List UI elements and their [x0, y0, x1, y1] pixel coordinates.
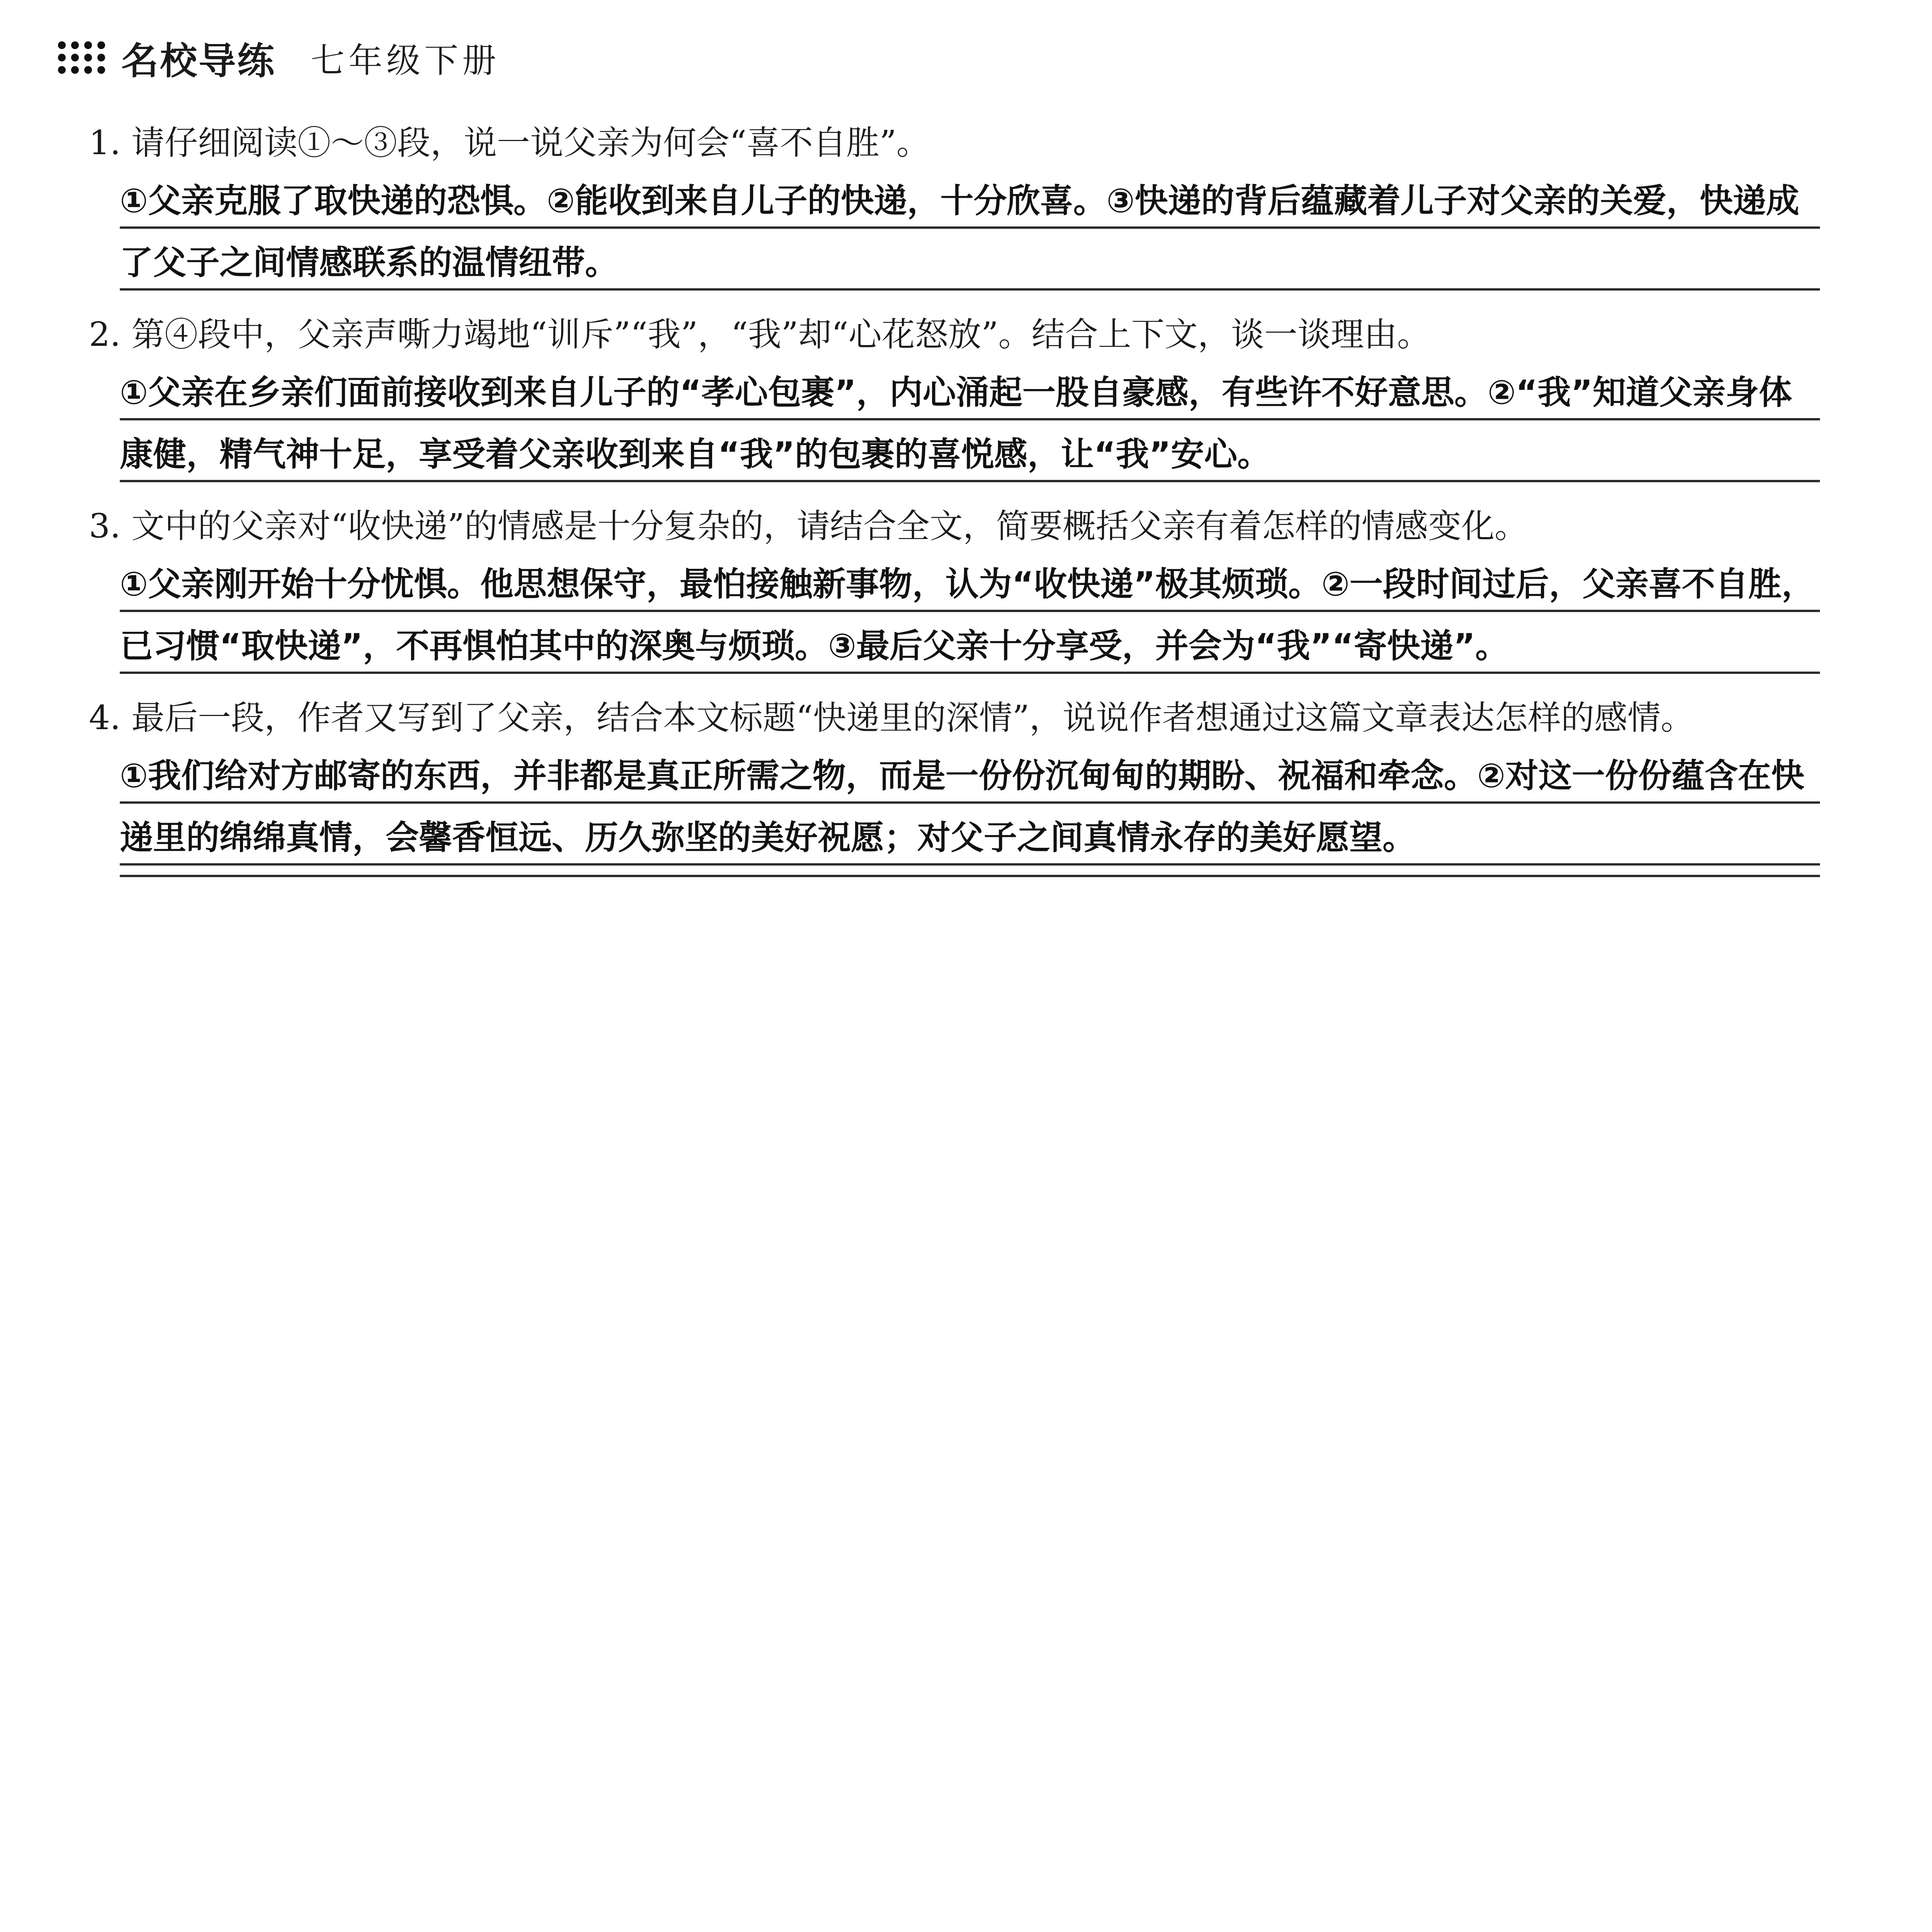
- question-text: 第④段中，父亲声嘶力竭地“训斥”“我”，“我”却“心花怒放”。结合上下文，谈一谈理由。: [131, 315, 1430, 354]
- question-prompt: [89, 116, 1828, 170]
- question-prompt: [89, 691, 1828, 745]
- page-header: [58, 33, 500, 83]
- question-item: [89, 499, 1828, 679]
- question-text: 请仔细阅读①～③段，说一说父亲为何会“喜不自胜”。: [131, 124, 930, 162]
- question-text: 文中的父亲对“收快递”的情感是十分复杂的，请结合全文，简要概括父亲有着怎样的情感变化。: [131, 507, 1528, 546]
- question-list: [89, 116, 1828, 893]
- question-number: 2.: [89, 315, 121, 354]
- question-prompt: [89, 308, 1828, 362]
- question-item: [89, 691, 1828, 877]
- question-number: 3.: [89, 507, 121, 546]
- handwritten-answer: ①我们给对方邮寄的东西，并非都是真正所需之物，而是一份份沉甸甸的期盼、祝福和牵念。②对这一份份蕴含在快递里的绵绵真情，会馨香恒远、历久弥坚的美好祝愿；对父子之间真情永存的美好愿望。: [120, 745, 1820, 871]
- question-text: 最后一段，作者又写到了父亲，结合本文标题“快递里的深情”，说说作者想通过这篇文章表达怎样的感情。: [131, 699, 1694, 737]
- question-number: 1.: [89, 124, 121, 162]
- handwritten-answer: ①父亲克服了取快递的恐惧。②能收到来自儿子的快递，十分欣喜。③快递的背后蕴藏着儿子对父亲的关爱，快递成了父子之间情感联系的温情纽带。: [120, 170, 1820, 296]
- handwritten-answer: ①父亲在乡亲们面前接收到来自儿子的“孝心包裹”，内心涌起一股自豪感，有些许不好意思。②“我”知道父亲身体康健，精气神十足，享受着父亲收到来自“我”的包裹的喜悦感，让“我”安心。: [120, 362, 1820, 488]
- question-number: 4.: [89, 699, 121, 737]
- answer-underline: [120, 875, 1820, 877]
- handwritten-answer: ①父亲刚开始十分忧惧。他思想保守，最怕接触新事物，认为“收快递”极其烦琐。②一段时间过后，父亲喜不自胜，已习惯“取快递”，不再惧怕其中的深奥与烦琐。③最后父亲十分享受，并会为“我”“寄快递”。: [120, 553, 1820, 679]
- grade-label: 七年级下册: [311, 41, 500, 80]
- question-item: [89, 308, 1828, 488]
- dots-logo-icon: [58, 41, 106, 75]
- question-item: [89, 116, 1828, 296]
- series-title: 名校导练: [121, 39, 276, 83]
- question-prompt: [89, 499, 1828, 553]
